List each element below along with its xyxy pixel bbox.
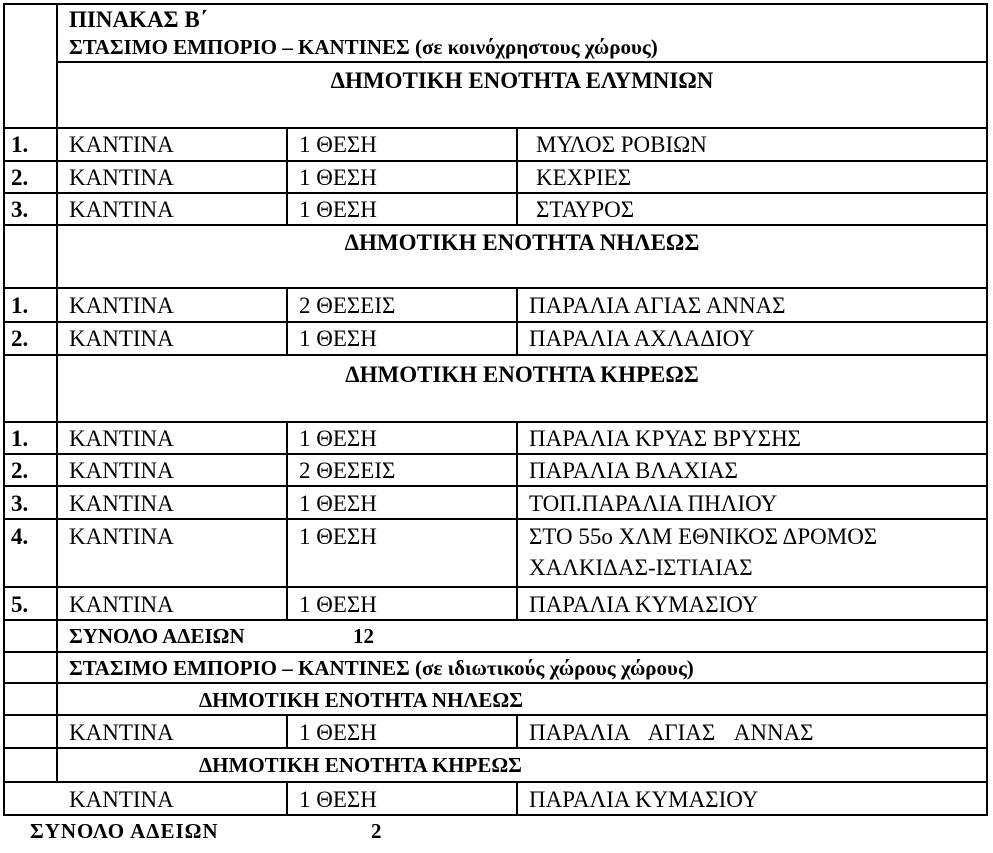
unit-title-kireos-private: ΔΗΜΟΤΙΚΗ ΕΝΟΤΗΤΑ ΚΗΡΕΩΣ — [199, 753, 522, 777]
kiosk-type: ΚΑΝΤΙΝΑ — [69, 592, 174, 617]
kiosk-positions: 1 ΘΕΣΗ — [299, 197, 377, 222]
location-column-divider — [516, 781, 518, 816]
row-number: 2. — [11, 326, 29, 351]
row-number: 2. — [11, 165, 29, 190]
row-rule — [56, 61, 988, 63]
kiosk-positions: 1 ΘΕΣΗ — [299, 491, 377, 516]
kiosk-positions: 1 ΘΕΣΗ — [299, 592, 377, 617]
row-rule — [3, 192, 988, 194]
table-title: ΠΙΝΑΚΑΣ Β΄ — [69, 7, 208, 32]
kiosk-location: ΚΕΧΡΙΕΣ — [536, 165, 632, 190]
kiosk-type: ΚΑΝΤΙΝΑ — [69, 720, 174, 745]
number-column-divider — [56, 3, 58, 781]
kiosk-type: ΚΑΝΤΙΝΑ — [69, 293, 174, 318]
unit-title-nileos: ΔΗΜΟΤΙΚΗ ΕΝΟΤΗΤΑ ΝΗΛΕΩΣ — [344, 230, 700, 255]
location-column-divider — [516, 714, 518, 747]
kiosk-type: ΚΑΝΤΙΝΑ — [69, 197, 174, 222]
row-rule — [3, 586, 988, 588]
kiosk-positions: 1 ΘΕΣΗ — [299, 426, 377, 451]
kiosk-type: ΚΑΝΤΙΝΑ — [69, 787, 174, 812]
row-rule — [3, 485, 988, 487]
kiosk-location: ΠΑΡΑΛΙΑ ΚΡΥΑΣ ΒΡΥΣΗΣ — [529, 426, 802, 451]
kiosk-location: ΜΥΛΟΣ ΡΟΒΙΩΝ — [536, 132, 707, 157]
row-rule — [3, 421, 988, 423]
kiosk-positions: 1 ΘΕΣΗ — [299, 132, 377, 157]
row-number: 1. — [11, 426, 29, 451]
kiosk-location: ΠΑΡΑΛΙΑ ΑΓΙΑΣ ΑΝΝΑΣ — [529, 293, 786, 318]
kiosk-positions: 2 ΘΕΣΕΙΣ — [299, 458, 396, 483]
row-rule — [3, 619, 988, 621]
row-rule — [3, 321, 988, 323]
type-column-divider — [286, 781, 288, 816]
unit-title-nileos-private: ΔΗΜΟΤΙΚΗ ΕΝΟΤΗΤΑ ΝΗΛΕΩΣ — [199, 688, 523, 712]
row-rule — [3, 518, 988, 520]
kiosk-location: ΠΑΡΑΛΙΑ ΚΥΜΑΣΙΟΥ — [529, 592, 759, 617]
unit-title-elymnion: ΔΗΜΟΤΙΚΗ ΕΝΟΤΗΤΑ ΕΛΥΜΝΙΩΝ — [330, 68, 714, 93]
grand-total-label: ΣΥΝΟΛΟ ΑΔΕΙΩΝ — [30, 819, 219, 843]
row-rule — [3, 781, 988, 783]
table-border-right — [986, 3, 988, 816]
kiosk-type: ΚΑΝΤΙΝΑ — [69, 132, 174, 157]
kiosk-type: ΚΑΝΤΙΝΑ — [69, 326, 174, 351]
table-border-bottom — [3, 814, 988, 816]
total-label: ΣΥΝΟΛΟ ΑΔΕΙΩΝ — [69, 624, 245, 648]
section-title-private: ΣΤΑΣΙΜΟ ΕΜΠΟΡΙΟ – ΚΑΝΤΙΝΕΣ (σε ιδιωτικούς χώρους χώρους) — [69, 656, 694, 680]
kiosk-location: ΠΑΡΑΛΙΑ ΑΧΛΑΔΙΟΥ — [529, 326, 755, 351]
total-value: 12 — [353, 624, 374, 648]
row-number: 3. — [11, 491, 29, 516]
type-column-divider — [286, 421, 288, 619]
type-column-divider — [286, 714, 288, 747]
row-rule — [3, 714, 988, 716]
row-rule — [3, 224, 988, 226]
kiosk-positions: 1 ΘΕΣΗ — [299, 720, 377, 745]
row-rule — [3, 682, 988, 684]
kiosk-positions: 1 ΘΕΣΗ — [299, 326, 377, 351]
kiosk-positions: 1 ΘΕΣΗ — [299, 165, 377, 190]
kiosk-location: ΠΑΡΑΛΙΑ ΚΥΜΑΣΙΟΥ — [529, 787, 759, 812]
kiosk-location: ΣΤΑΥΡΟΣ — [536, 197, 635, 222]
row-rule — [3, 127, 988, 129]
row-rule — [3, 354, 988, 356]
kiosk-location: ΣΤΟ 55ο ΧΛΜ ΕΘΝΙΚΟΣ ΔΡΟΜΟΣ ΧΑΛΚΙΔΑΣ-ΙΣΤΙΑΙΑΣ — [529, 524, 878, 580]
grand-total-value: 2 — [371, 819, 382, 843]
kiosk-location: ΤΟΠ.ΠΑΡΑΛΙΑ ΠΗΛΙΟΥ — [529, 491, 778, 516]
row-rule — [3, 160, 988, 162]
kiosk-type: ΚΑΝΤΙΝΑ — [69, 426, 174, 451]
kiosk-positions: 2 ΘΕΣΕΙΣ — [299, 293, 396, 318]
kiosk-location: ΠΑΡΑΛΙΑ ΒΛΑΧΙΑΣ — [529, 458, 738, 483]
kiosk-positions: 1 ΘΕΣΗ — [299, 524, 377, 549]
row-number: 1. — [11, 132, 29, 157]
row-number: 2. — [11, 458, 29, 483]
row-rule — [3, 287, 988, 289]
row-number: 4. — [11, 524, 29, 549]
table-border-top — [3, 3, 988, 5]
kiosk-type: ΚΑΝΤΙΝΑ — [69, 524, 174, 549]
row-rule — [3, 747, 988, 749]
permits-table — [3, 3, 988, 816]
kiosk-type: ΚΑΝΤΙΝΑ — [69, 165, 174, 190]
row-number: 5. — [11, 592, 29, 617]
row-rule — [3, 453, 988, 455]
kiosk-type: ΚΑΝΤΙΝΑ — [69, 458, 174, 483]
section-title-public: ΣΤΑΣΙΜΟ ΕΜΠΟΡΙΟ – ΚΑΝΤΙΝΕΣ (σε κοινόχρηστους χώρους) — [69, 35, 658, 59]
row-rule — [3, 651, 988, 653]
row-number: 3. — [11, 197, 29, 222]
kiosk-location: ΠΑΡΑΛΙΑ ΑΓΙΑΣ ΑΝΝΑΣ — [529, 720, 814, 745]
unit-title-kireos: ΔΗΜΟΤΙΚΗ ΕΝΟΤΗΤΑ ΚΗΡΕΩΣ — [345, 362, 699, 387]
location-column-divider — [516, 127, 518, 224]
table-border-left — [3, 3, 5, 816]
row-number: 1. — [11, 293, 29, 318]
type-column-divider — [286, 127, 288, 224]
kiosk-type: ΚΑΝΤΙΝΑ — [69, 491, 174, 516]
kiosk-positions: 1 ΘΕΣΗ — [299, 787, 377, 812]
location-column-divider — [516, 421, 518, 619]
